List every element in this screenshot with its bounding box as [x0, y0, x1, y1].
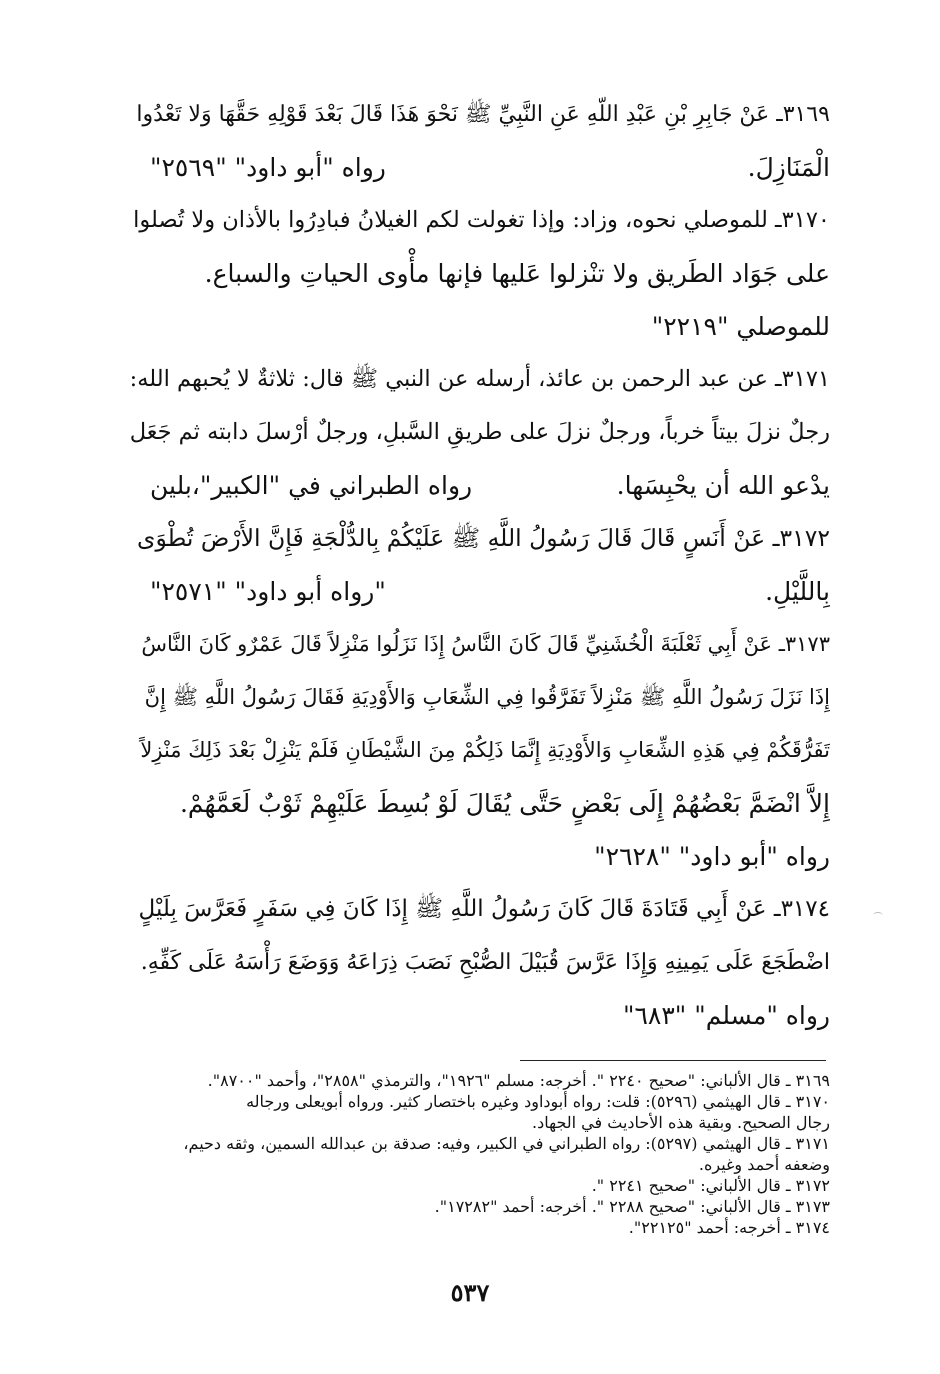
hadith-3170-reference: للموصلي "٢٢١٩" — [651, 312, 830, 341]
hadith-3172-line-2 — [130, 565, 830, 618]
hadith-3174-reference: رواه "مسلم" "٦٨٣" — [623, 1001, 830, 1030]
hadith-3171-reference: رواه الطبراني في "الكبير"،بلين — [150, 471, 473, 500]
hadith-3173-reference: رواه "أبو داود" "٢٦٢٨" — [594, 842, 830, 871]
hadith-3169-line-2 — [130, 141, 830, 194]
hadith-3172-text-end: بِاللَّيْلِ. — [765, 577, 830, 606]
hadith-3173-line-3: تَفَرُّقَكُمْ فِي هَذِهِ الشِّعَابِ وَالأَوْدِيَةِ إِنَّمَا ذَلِكُمْ مِنَ الشَّيْطَانِ فَلَمْ يَنْزِلْ بَعْدَ ذَلِكَ مَنْزِلاً — [140, 738, 830, 762]
hadith-3174-line-2: اضْطَجَعَ عَلَى يَمِينِهِ وَإِذَا عَرَّسَ قُبَيْلَ الصُّبْحِ نَصَبَ ذِرَاعَهُ وَوَضَعَ رَأْسَهُ عَلَى كَفِّهِ. — [140, 950, 830, 975]
hadith-3171-line-2: رجلٌ نزلَ بيتاً خرباً، ورجلٌ نزلَ على طريقِ السَّبلِ، ورجلٌ أرْسلَ دابته ثم جَعَل — [130, 419, 830, 445]
hadith-3171-line-3 — [130, 459, 830, 512]
footnote-3171: ٣١٧١ ـ قال الهيثمي (٥٢٩٧): رواه الطبراني في الكبير، وفيه: صدقة بن عبدالله السمين، وثقه دحيم، — [183, 1134, 830, 1153]
hadith-3173-line-2: إِذَا نَزَلَ رَسُولُ اللَّهِ ﷺ مَنْزِلاً تَفَرَّقُوا فِي الشِّعَابِ وَالأَوْدِيَةِ فَقَالَ رَسُولُ اللَّهِ ﷺ إِنَّ — [144, 685, 830, 709]
footnote-separator — [520, 1060, 826, 1061]
hadith-3172-line-1: ٣١٧٢ـ عَنْ أَنَسٍ قَالَ قَالَ رَسُولُ اللَّهِ ﷺ عَلَيْكُمْ بِالدُّلْجَةِ فَإِنَّ الأَرْضَ تُطْوَى — [137, 524, 830, 552]
hadith-3169-text-end: الْمَنَازِلَ. — [747, 153, 830, 182]
hadith-3174-line-1: ٣١٧٤ـ عَنْ أَبِي قَتَادَةَ قَالَ كَانَ رَسُولُ اللَّهِ ﷺ إِذَا كَانَ فِي سَفَرٍ فَعَرَّسَ بِلَيْلٍ — [138, 896, 830, 922]
page-number: ٥٣٧ — [450, 1278, 490, 1307]
scan-artifact — [873, 912, 883, 919]
footnotes — [130, 1070, 830, 1238]
hadith-3170-line-1: ٣١٧٠ـ للموصلي نحوه، وزاد: وإذا تغولت لكم الغيلانُ فبادِرُوا بالأذان ولا تُصلوا — [133, 207, 830, 233]
hadith-3170-line-2: على جَوَاد الطَريق ولا تنْزلوا عَليها فإنها مأْوى الحياتِ والسباع. — [204, 259, 830, 288]
footnote-3169: ٣١٦٩ ـ قال الألباني: "صحيح ٢٢٤٠ ". أخرجه: مسلم "١٩٢٦"، والترمذي "٢٨٥٨"، وأحمد "٨٧٠٠". — [207, 1071, 830, 1090]
main-text — [130, 88, 830, 1042]
hadith-3172-reference: "رواه أبو داود" "٢٥٧١" — [150, 577, 386, 606]
hadith-3171-line-1: ٣١٧١ـ عن عبد الرحمن بن عائذ، أرسله عن النبي ﷺ قال: ثلاثةٌ لا يُحبهم الله: — [130, 366, 830, 392]
footnote-3170-cont: رجال الصحيح. وبقية هذه الأحاديث في الجهاد. — [531, 1113, 830, 1132]
footnote-3172: ٣١٧٢ ـ قال الألباني: "صحيح ٢٢٤١ ". — [591, 1176, 830, 1195]
footnote-3171-cont: وضعفه أحمد وغيره. — [698, 1155, 830, 1174]
footnote-3174: ٣١٧٤ ـ أخرجه: أحمد "٢٢١٢٥". — [628, 1218, 830, 1237]
hadith-3173-line-1: ٣١٧٣ـ عَنْ أَبِي ثَعْلَبَةَ الْخُشَنِيِّ قَالَ كَانَ النَّاسُ إِذَا نَزَلُوا مَنْزِلاً قَالَ عَمْرٌو كَانَ النَّاسُ — [141, 632, 830, 656]
footnote-3173: ٣١٧٣ ـ قال الألباني: "صحيح ٢٢٨٨ ". أخرجه: أحمد "١٧٢٨٢". — [434, 1197, 830, 1216]
hadith-3171-text-end: يدْعو الله أن يحْبِسَها. — [616, 471, 830, 500]
hadith-3169-reference: رواه "أبو داود" "٢٥٦٩" — [150, 153, 386, 182]
hadith-3169-line-1: ٣١٦٩ـ عَنْ جَابِرِ بْنِ عَبْدِ اللّهِ عَنِ النَّبِيِّ ﷺ نَحْوَ هَذَا قَالَ بَعْدَ قَوْلِهِ حَقَّهَا وَلا تَعْدُوا — [136, 102, 830, 127]
footnote-3170: ٣١٧٠ ـ قال الهيثمي (٥٢٩٦): قلت: رواه أبوداود وغيره باختصار كثير. ورواه أبويعلى ورجاله — [246, 1092, 830, 1111]
hadith-3173-line-4: إِلاَّ انْضَمَّ بَعْضُهُمْ إِلَى بَعْضٍ حَتَّى يُقَالَ لَوْ بُسِطَ عَلَيْهِمْ ثَوْبٌ لَعَمَّهُمْ. — [179, 789, 830, 818]
